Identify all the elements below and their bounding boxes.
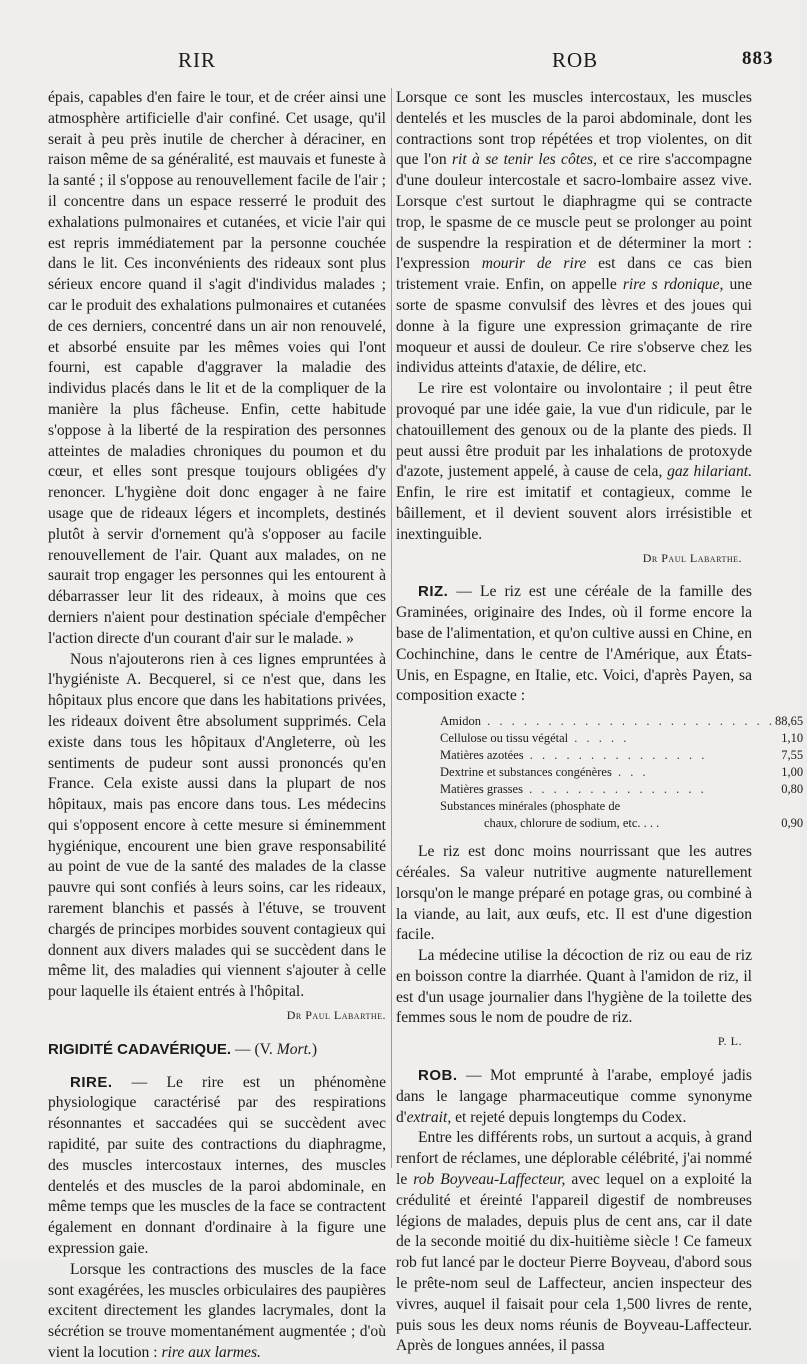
page-number: 883 [742,48,774,69]
text-span: — Le riz est une céréale de la famille des Graminées, originaire des Indes, où il forme encore la base de l'alimentation, et qu'on cultive aussi en Chine, en Cochinchine, dans le centre de l'Amérique, aux États-Unis, en Espagne, en Italie, etc. Voici, d'après Payen, sa composition exacte : [396,583,752,705]
composition-row-minerales [396,798,807,815]
entry-rigidite-title: RIGIDITÉ CADAVÉRIQUE. [48,1040,232,1058]
paragraph-becquerel: Nous n'ajouterons rien à ces lignes empruntées à l'hygiéniste A. Becquerel, si ce n'est que, dans les hôpitaux plus encore que dans les habitations privées, les rideaux doivent être absolument supprimés. Cela existe dans tous les hôpitaux d'Angleterre, où les sentiments de pudeur sont aussi prononcés qu'en France. Cela existe aussi dans la plupart de nos hôpitaux, mais pas encore dans tous. Les médecins qui s'opposent encore à cette mesure si éminemment hygiénique, encourent une bien grave responsabilité au point de vue de la santé des malades de la classe pauvre qui sont confiés à leurs soins, car les rideaux, rarement blanchis et passés à l'étuve, se trouvent chargés de principes morbides souvent contagieux qui donnent aux divers malades qui se succèdent dans le même lit, des maladies qui viennent s'ajouter à celle pour laquelle ils étaient entrés à l'hôpital. [48,650,386,1001]
entry-rigidite-ref: Mort. [276,1040,312,1058]
composition-value: 0,90 [781,816,804,831]
entry-rigidite [48,1040,386,1061]
composition-name: Dextrine et substances congénères . . . [440,765,649,780]
composition-name: Amidon . . . . . . . . . . . . . . . . . . . . . . . . [440,714,775,729]
paragraph-riz-medecine: La médecine utilise la décoction de riz ou eau de riz en boisson contre la diarrhée. Quant à l'amidon de riz, il est d'un usage journalier dans l'hygiène de la toilette des femmes sous le nom de poudre de riz. [396,947,752,1027]
entry-rigidite-see: — (V. [231,1040,277,1058]
italic-phrase: mourir de rire [481,255,587,273]
composition-name: chaux, chlorure de sodium, etc. . . . [484,816,660,831]
text-span: chaux, chlorure de sodium, etc. [484,816,641,831]
composition-row [396,781,807,798]
text-span: et ce rire s'accompagne d'une douleur intercostale et sacro-lombaire assez vive. Lorsque c'est surtout le diaphragme qui se contracte trop, le spasme de ce muscle peut se prolonger au point de suspendre la respiration et de déterminer la mort : l'expression [396,151,752,273]
composition-row [396,764,807,781]
rire-aux-larmes: rire aux larmes. [161,1344,261,1362]
text-span: une sorte de spasme convulsif des lèvres et des joues qui donne à la figure une expression grimaçante de rire moqueur et aussi de douleur. Ce rire s'observe chez les individus atteints d'ataxie, de délire, etc. [396,276,752,377]
composition-value: 88,65 [774,714,804,729]
signature-labarthe-2: Dr Paul Labarthe. [642,550,742,565]
paragraph-rideaux-continuation: épais, capables d'en faire le tour, et de créer ainsi une atmosphère artificielle d'air confiné. Cet usage, qu'il serait à peu près inutile de chercher à déraciner, en raison même de sa généralité, est mauvais et funeste à la santé ; il s'oppose au renouvellement facile de l'air ; il concentre dans un espace resserré le produit des exhalations pulmonaires et cutanées, et vicie l'air qui est repris immédiatement par la personne couchée dans le lit. Ces inconvénients des rideaux sont plus sérieux encore quand il s'agit d'individus malades ; car le produit des exhalations pulmonaires et cutanées de ces derniers, concentré dans un air non renouvelé, et absorbé ensuite par les mêmes voies qui l'ont fourni, est capable d'aggraver la maladie des individus placés dans le lit et de la compliquer de la manière la plus fâcheuse. Enfin, cette habitude s'oppose à la liberté de la respiration des personnes atteintes de maladies chroniques du poumon et du cœur, et elles sont presque toujours obligées d'y renoncer. L'hygiène doit donc engager à ne faire usage que de rideaux légers et incomplets, destinés plutôt à servir d'ornement qu'à s'opposer au facile renouvellement de l'air. Quant aux malades, on ne saurait trop engager les personnes qui les entourent à débarrasser leur lit des rideaux, à moins que ces derniers n'aient pour destination spéciale d'empêcher l'action directe d'un courant d'air sur le malade. » [48,89,386,647]
italic-phrase: gaz hilariant. [667,463,753,481]
entry-rigidite-close: ) [311,1040,318,1058]
composition-row [396,730,807,747]
composition-value: 1,00 [781,765,804,780]
right-column [396,88,804,1357]
entry-rob-title: ROB. [418,1067,458,1085]
text-span: Lorsque ce sont les muscles intercostaux, les muscles dentelés et les muscles de la paroi abdominale, dont les contractions sont trop répétées et trop violentes, on dit que l'on [396,89,752,169]
composition-row-minerales-2 [396,815,807,832]
paragraph-rire-volontaire [396,379,752,545]
text-span: est dans ce cas bien tristement vraie. Enfin, on appelle [396,255,753,294]
composition-name: Matières grasses . . . . . . . . . . . . . . . [440,782,707,797]
paragraph-riz-nutritif: Le riz est donc moins nourrissant que les autres céréales. Sa valeur nutritive augmente naturellement lorsqu'on le mange préparé en potage gras, ou combiné à la viande, au lait, aux œufs, etc. Il est d'une digestion facile. [396,843,752,944]
italic-phrase: extrait, [406,1108,452,1126]
composition-row [396,713,807,730]
italic-phrase: rob Boyveau-Laffecteur, [413,1171,566,1189]
text-span: — Mot emprunté à l'arabe, employé jadis dans le langage pharmaceutique comme synonyme d' [396,1067,752,1126]
entry-riz-intro [396,582,752,707]
text-span: avec lequel on a exploité la crédulité et éreinté l'appareil digestif de nombreuses légions de malades, depuis plus de cent ans, car il date de la seconde moitié du dix-huitième siècle ! Ce fameux rob fut lancé par le docteur Pierre Boyveau, d'abord sous le prête-nom seul de Laffecteur, ancien inspecteur des vivres, auquel il faisait pour cela 1,500 livres de rente, puis sous les deux noms réunis de Boyveau-Laffecteur. Après de longues années, il passa [396,1171,752,1355]
left-column [48,88,386,1364]
column-divider [391,88,392,1168]
riz-composition-table [396,713,807,832]
entry-rire-intro [48,1073,386,1260]
entry-rire-text: — Le rire est un phénomène physiologique caractérisé par des respirations résonnantes et saccadées qui se succèdent avec rapidité, par suite des contractions du diaphragme, des muscles intercostaux internes, des muscles dentelés et des muscles de la paroi abdominale, en même temps que les muscles de la face se contractent également en donnant d'ordinaire à la figure une expression gaie. [48,1073,386,1258]
italic-phrase: rire s rdonique, [622,276,724,294]
header-left-word: RIR [178,48,217,72]
signature-labarthe-1: Dr Paul Labarthe. [286,1008,386,1023]
text-span: Entre les différents robs, un surtout a acquis, à grand renfort de réclames, une déplorable célébrité, j'ai nommé le [396,1129,752,1189]
composition-value: 7,55 [781,748,804,763]
text-span: Enfin, le rire est imitatif et contagieux, comme le bâillement, et il devient souvent alors irrésistible et inextinguible. [396,484,752,543]
entry-riz-title: RIZ. [418,583,449,601]
paragraph-rob-boyveau [396,1128,752,1357]
composition-name: Cellulose ou tissu végétal . . . . . [440,731,630,746]
entry-rob-intro [396,1066,752,1128]
composition-value: 0,80 [781,782,804,797]
header-center-word: ROB [552,48,599,72]
composition-name: Substances minérales (phosphate de [440,799,621,814]
text-span: Le rire est volontaire ou involontaire ; il peut être provoqué par une idée gaie, la vue d'un ridicule, par le chatouillement des genoux ou de la plante des pieds. Il peut aussi être produit par les inhalations de protoxyde d'azote, justement appelé, à cause de cela, [396,380,752,481]
composition-name: Matières azotées . . . . . . . . . . . . . . . [440,748,708,763]
paragraph-rire-intercostaux [396,88,752,379]
signature-pl: P. L. [717,1034,742,1049]
composition-row [396,747,807,764]
paragraph-rire-larmes-text: Lorsque les contractions des muscles de la face sont exagérées, les muscles orbiculaires des paupières excitent directement les glandes lacrymales, dont la sécrétion se trouve momentanément augmentée ; d'où vient la locution : [48,1260,386,1362]
composition-value: 1,10 [781,731,804,746]
paragraph-rire-larmes [48,1260,386,1364]
entry-rire-title: RIRE. [70,1073,113,1091]
italic-phrase: rit à se tenir les côtes, [451,151,597,169]
text-span: et rejeté depuis longtemps du Codex. [451,1108,687,1126]
running-header [0,48,800,78]
